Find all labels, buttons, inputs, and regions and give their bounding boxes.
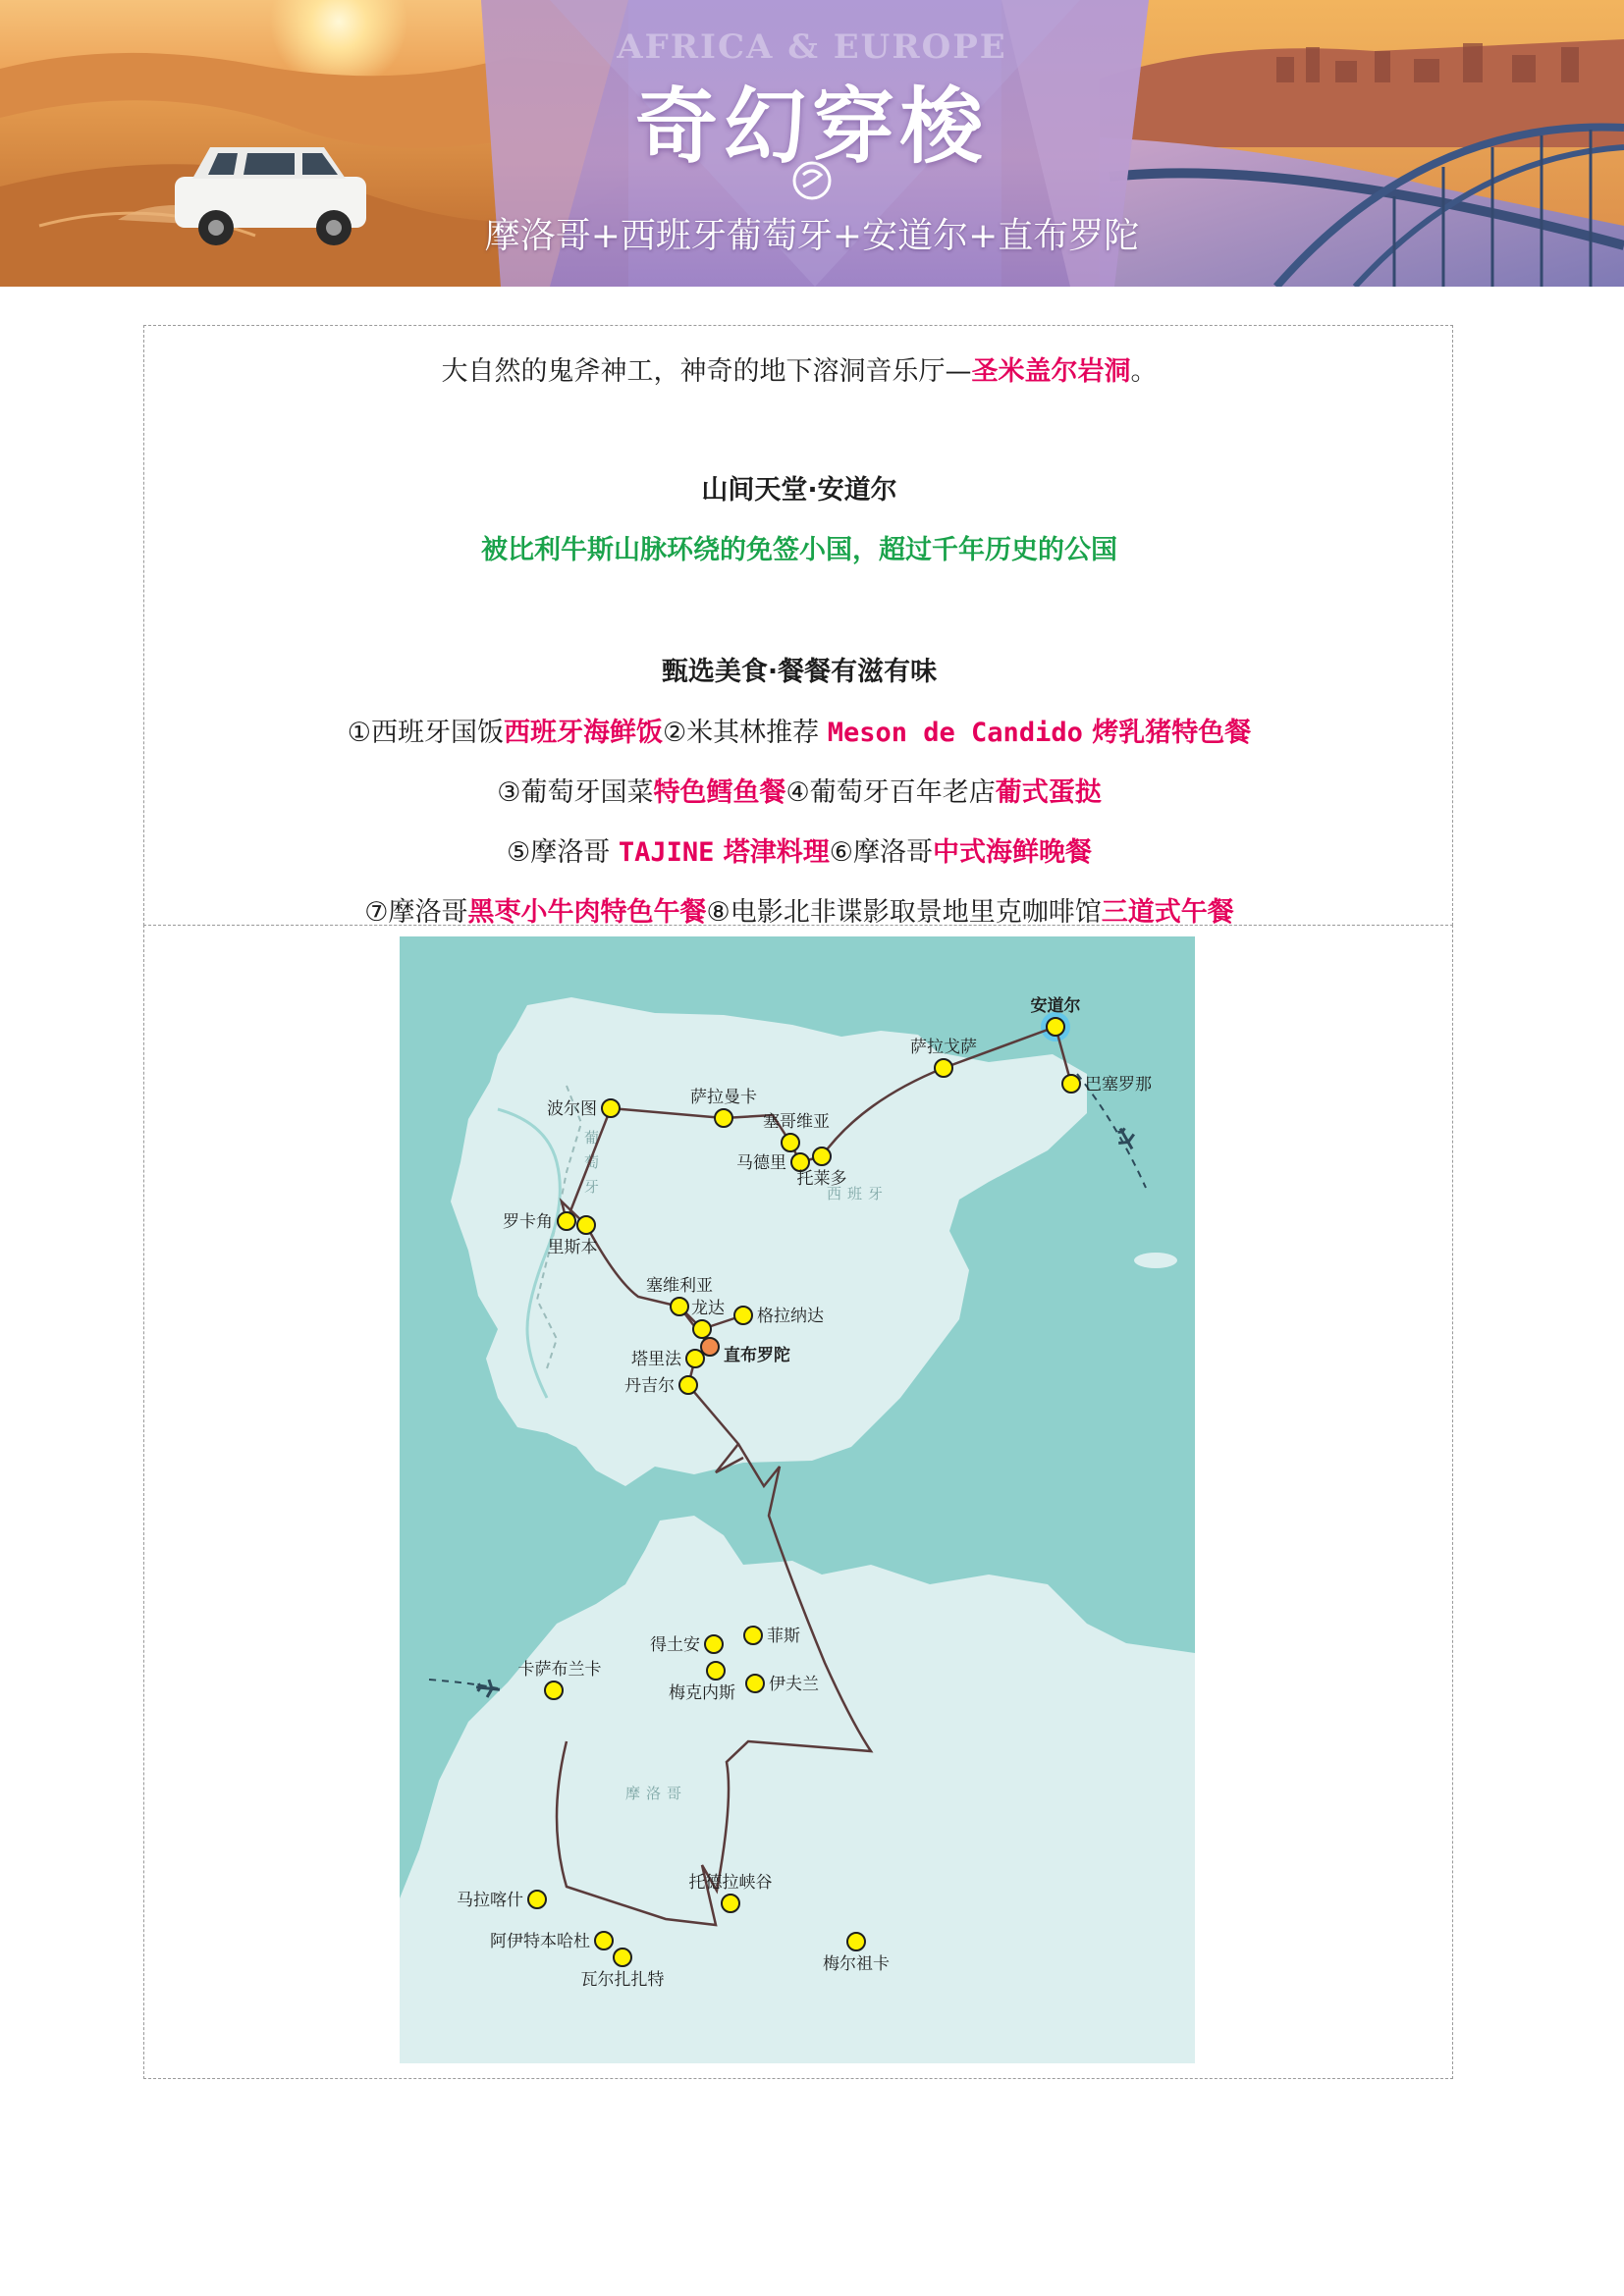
food-item-text: ⑧电影北非谍影取景地里克咖啡馆 — [706, 897, 1102, 928]
stop-label-toledo: 托莱多 — [796, 1169, 847, 1189]
food-item-highlight: 西班牙海鲜饭 — [503, 718, 663, 748]
stop-label-barcelona: 巴塞罗那 — [1085, 1075, 1152, 1095]
stop-label-chefchaouen: 得土安 — [650, 1635, 700, 1655]
stop-label-marrakech: 马拉喀什 — [457, 1891, 523, 1910]
stop-marker-todra-gorge — [722, 1895, 739, 1912]
stop-marker-fes — [744, 1627, 762, 1644]
stop-label-segovia: 塞哥维亚 — [763, 1112, 830, 1132]
stop-label-cabo-da-roca: 罗卡角 — [503, 1212, 553, 1232]
stop-marker-lisbon — [577, 1216, 595, 1234]
stop-label-todra-gorge: 托德拉峡谷 — [688, 1873, 773, 1893]
stop-marker-tangier — [679, 1376, 697, 1394]
stop-marker-seville — [671, 1298, 688, 1315]
stop-label-gibraltar: 直布罗陀 — [724, 1346, 790, 1365]
stop-marker-chefchaouen — [705, 1635, 723, 1653]
label-portugal-1: 葡 — [584, 1129, 606, 1147]
food-line-2 — [144, 771, 1454, 809]
intro-line — [144, 349, 1454, 388]
stop-label-ouarzazate: 瓦尔扎扎特 — [580, 1970, 665, 1990]
stop-marker-porto — [602, 1099, 620, 1117]
stop-marker-ouarzazate — [614, 1949, 631, 1966]
banner-eyebrow: AFRICA & EUROPE — [617, 27, 1007, 67]
food-item-text: ③葡萄牙国菜 — [497, 777, 654, 808]
stop-label-ait-benhaddou: 阿伊特本哈杜 — [490, 1932, 590, 1951]
stop-marker-ronda — [693, 1320, 711, 1338]
island — [1134, 1253, 1177, 1268]
stop-label-merzouga: 梅尔祖卡 — [823, 1954, 890, 1974]
label-portugal-2: 萄 — [584, 1153, 606, 1171]
food-line-1 — [144, 711, 1454, 749]
food-item-text: ②米其林推荐 — [662, 718, 828, 748]
stop-label-lisbon: 里斯本 — [547, 1238, 598, 1257]
food-item-highlight: 中式海鲜晚餐 — [932, 837, 1092, 868]
intro-text: 大自然的鬼斧神工，神奇的地下溶洞音乐厅— — [441, 356, 972, 387]
stop-marker-marrakech — [528, 1891, 546, 1908]
stop-marker-andorra — [1047, 1018, 1064, 1036]
stop-marker-salamanca — [715, 1109, 732, 1127]
stop-label-meknes: 梅克内斯 — [669, 1683, 735, 1703]
intro-suffix: 。 — [1130, 356, 1158, 387]
food-item-highlight: 三道式午餐 — [1101, 897, 1234, 928]
banner-subtitle: 摩洛哥+西班牙葡萄牙+安道尔+直布罗陀 — [484, 216, 1140, 256]
stop-marker-zaragoza — [935, 1059, 952, 1077]
stop-marker-ifrane — [746, 1675, 764, 1692]
stop-marker-merzouga — [847, 1933, 865, 1950]
stop-label-tarifa: 塔里法 — [631, 1350, 681, 1369]
stop-marker-barcelona — [1062, 1075, 1080, 1093]
food-item-highlight: 特色鳕鱼餐 — [653, 777, 786, 808]
stop-label-ronda: 龙达 — [691, 1299, 725, 1318]
highlights-panel — [143, 325, 1453, 926]
food-line-4 — [144, 890, 1454, 929]
stop-marker-ait-benhaddou — [595, 1932, 613, 1949]
food-item-highlight: Meson de Candido — [827, 718, 1083, 748]
food-item-text: ④葡萄牙百年老店 — [785, 777, 996, 808]
route-map — [400, 936, 1195, 2063]
food-line-3 — [144, 830, 1454, 869]
food-item-text: ⑤摩洛哥 — [507, 837, 619, 868]
food-heading: 甄选美食·餐餐有滋有味 — [661, 657, 938, 687]
stop-marker-granada — [734, 1307, 752, 1324]
food-item-highlight: 葡式蛋挞 — [995, 777, 1102, 808]
header-banner — [0, 0, 1624, 287]
banner-title: 奇幻穿梭 — [634, 79, 989, 175]
andorra-description: 被比利牛斯山脉环绕的免签小国，超过千年历史的公国 — [481, 535, 1117, 565]
stop-label-fes: 菲斯 — [767, 1627, 800, 1646]
stop-label-granada: 格拉纳达 — [757, 1307, 824, 1326]
stop-label-salamanca: 萨拉曼卡 — [690, 1088, 757, 1107]
stop-label-ifrane: 伊夫兰 — [769, 1675, 819, 1694]
stop-label-seville: 塞维利亚 — [646, 1276, 713, 1296]
food-item-highlight: 黑枣小牛肉特色午餐 — [467, 897, 707, 928]
label-morocco: 摩洛哥 — [625, 1785, 688, 1802]
andorra-heading: 山间天堂·安道尔 — [701, 475, 897, 506]
label-spain: 西班牙 — [827, 1185, 890, 1202]
food-item-highlight: TAJINE — [618, 837, 715, 868]
label-portugal-3: 牙 — [584, 1178, 606, 1196]
food-item-text: ⑦摩洛哥 — [364, 897, 468, 928]
intro-highlight: 圣米盖尔岩洞 — [971, 356, 1131, 387]
stop-marker-cabo-da-roca — [558, 1212, 575, 1230]
stop-marker-gibraltar — [701, 1338, 719, 1356]
food-item-highlight: 烤乳猪特色餐 — [1082, 718, 1252, 748]
stop-label-porto: 波尔图 — [547, 1099, 597, 1119]
stop-marker-toledo — [813, 1148, 831, 1165]
stop-marker-tarifa — [686, 1350, 704, 1367]
stop-marker-casablanca — [545, 1682, 563, 1699]
stop-label-casablanca: 卡萨布兰卡 — [517, 1660, 602, 1680]
food-item-text: ①西班牙国饭 — [347, 718, 504, 748]
stop-label-tangier: 丹吉尔 — [624, 1376, 675, 1396]
food-item-text: ⑥摩洛哥 — [829, 837, 933, 868]
stop-label-zaragoza: 萨拉戈萨 — [910, 1038, 977, 1057]
route-map-svg — [400, 936, 1195, 2063]
stop-label-madrid: 马德里 — [736, 1153, 786, 1173]
stop-marker-meknes — [707, 1662, 725, 1680]
stop-label-andorra: 安道尔 — [1030, 996, 1081, 1016]
food-item-highlight: 塔津料理 — [714, 837, 830, 868]
stop-marker-segovia — [782, 1134, 799, 1151]
